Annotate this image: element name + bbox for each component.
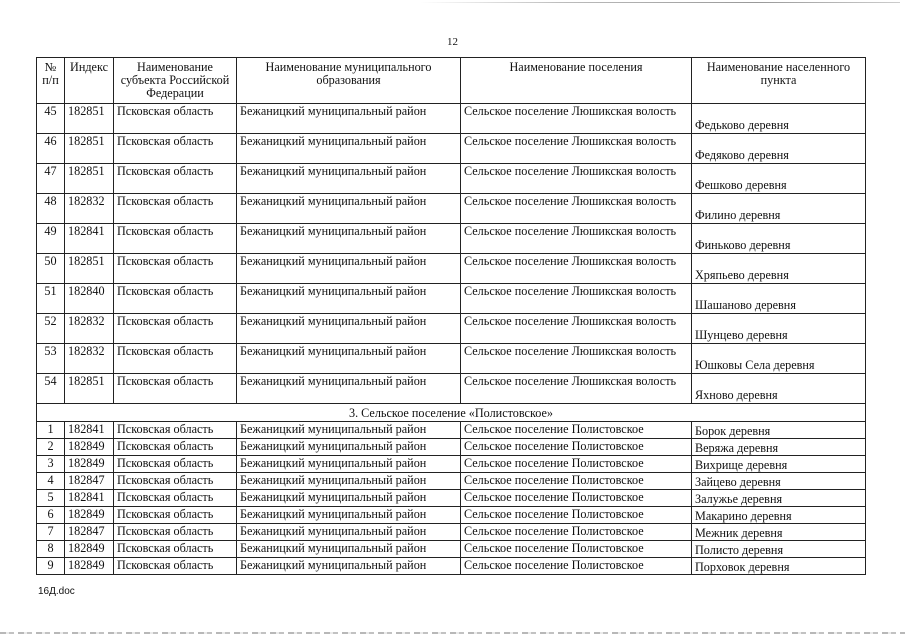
cell-subject: Псковская область [114,490,237,507]
cell-subject: Псковская область [114,439,237,456]
cell-subject: Псковская область [114,541,237,558]
cell-settlement: Сельское поселение Полистовское [461,507,692,524]
cell-municipality: Бежаницкий муниципальный район [237,439,461,456]
header-num: № п/п [37,58,65,104]
cell-municipality: Бежаницкий муниципальный район [237,194,461,224]
scan-artifact-bottom [0,632,905,634]
cell-settlement: Сельское поселение Люшикская волость [461,134,692,164]
cell-num: 49 [37,224,65,254]
cell-num: 9 [37,558,65,575]
cell-settlement: Сельское поселение Полистовское [461,439,692,456]
table-row [37,507,866,524]
cell-settlement: Сельское поселение Полистовское [461,541,692,558]
cell-subject: Псковская область [114,134,237,164]
table-row [37,344,866,374]
cell-settlement: Сельское поселение Полистовское [461,456,692,473]
cell-locality: Фешково деревня [692,164,866,194]
cell-municipality: Бежаницкий муниципальный район [237,507,461,524]
cell-locality: Финьково деревня [692,224,866,254]
cell-index: 182849 [65,456,114,473]
cell-index: 182841 [65,422,114,439]
table-row [37,558,866,575]
table-row [37,439,866,456]
settlements-table [36,57,866,575]
cell-locality: Хряпьево деревня [692,254,866,284]
cell-settlement: Сельское поселение Полистовское [461,490,692,507]
header-index: Индекс [65,58,114,104]
cell-index: 182849 [65,439,114,456]
cell-locality: Межник деревня [692,524,866,541]
cell-index: 182851 [65,134,114,164]
cell-num: 50 [37,254,65,284]
cell-num: 52 [37,314,65,344]
cell-index: 182841 [65,490,114,507]
cell-index: 182847 [65,524,114,541]
cell-settlement: Сельское поселение Люшикская волость [461,344,692,374]
cell-index: 182832 [65,314,114,344]
cell-locality: Зайцево деревня [692,473,866,490]
cell-num: 47 [37,164,65,194]
section-row [37,404,866,422]
cell-index: 182849 [65,541,114,558]
cell-num: 2 [37,439,65,456]
cell-subject: Псковская область [114,344,237,374]
cell-subject: Псковская область [114,558,237,575]
table-row [37,224,866,254]
cell-municipality: Бежаницкий муниципальный район [237,134,461,164]
cell-locality: Шунцево деревня [692,314,866,344]
cell-municipality: Бежаницкий муниципальный район [237,541,461,558]
cell-settlement: Сельское поселение Полистовское [461,473,692,490]
table-body-part2 [37,422,866,575]
cell-subject: Псковская область [114,422,237,439]
cell-num: 1 [37,422,65,439]
cell-settlement: Сельское поселение Люшикская волость [461,374,692,404]
cell-municipality: Бежаницкий муниципальный район [237,374,461,404]
cell-subject: Псковская область [114,284,237,314]
scan-artifact-top [420,2,900,3]
cell-num: 3 [37,456,65,473]
cell-subject: Псковская область [114,194,237,224]
header-settlement: Наименование поселения [461,58,692,104]
table-row [37,473,866,490]
cell-municipality: Бежаницкий муниципальный район [237,558,461,575]
table-row [37,164,866,194]
cell-index: 182851 [65,104,114,134]
cell-municipality: Бежаницкий муниципальный район [237,473,461,490]
cell-municipality: Бежаницкий муниципальный район [237,314,461,344]
table-row [37,422,866,439]
cell-subject: Псковская область [114,507,237,524]
cell-municipality: Бежаницкий муниципальный район [237,524,461,541]
cell-num: 8 [37,541,65,558]
cell-locality: Федьково деревня [692,104,866,134]
cell-subject: Псковская область [114,314,237,344]
cell-subject: Псковская область [114,374,237,404]
cell-settlement: Сельское поселение Люшикская волость [461,284,692,314]
cell-locality: Яхново деревня [692,374,866,404]
cell-municipality: Бежаницкий муниципальный район [237,104,461,134]
cell-num: 53 [37,344,65,374]
cell-settlement: Сельское поселение Полистовское [461,524,692,541]
cell-municipality: Бежаницкий муниципальный район [237,490,461,507]
header-locality: Наименование населенного пункта [692,58,866,104]
table-row [37,524,866,541]
cell-subject: Псковская область [114,164,237,194]
table-row [37,490,866,507]
cell-locality: Залужье деревня [692,490,866,507]
cell-locality: Юшковы Села деревня [692,344,866,374]
table-row [37,541,866,558]
cell-num: 4 [37,473,65,490]
cell-num: 5 [37,490,65,507]
table-row [37,104,866,134]
table-row [37,314,866,344]
cell-index: 182851 [65,254,114,284]
cell-index: 182840 [65,284,114,314]
cell-index: 182851 [65,164,114,194]
cell-num: 7 [37,524,65,541]
section-title: 3. Сельское поселение «Полистовское» [37,404,866,422]
cell-settlement: Сельское поселение Люшикская волость [461,314,692,344]
cell-municipality: Бежаницкий муниципальный район [237,344,461,374]
cell-subject: Псковская область [114,254,237,284]
cell-municipality: Бежаницкий муниципальный район [237,254,461,284]
cell-num: 48 [37,194,65,224]
cell-locality: Порховок деревня [692,558,866,575]
cell-subject: Псковская область [114,224,237,254]
cell-index: 182841 [65,224,114,254]
cell-index: 182849 [65,558,114,575]
cell-num: 46 [37,134,65,164]
cell-num: 45 [37,104,65,134]
table-row [37,374,866,404]
cell-settlement: Сельское поселение Люшикская волость [461,194,692,224]
file-name-footer: 16Д.doc [38,586,75,597]
cell-subject: Псковская область [114,456,237,473]
cell-num: 54 [37,374,65,404]
header-subject: Наименование субъекта Российской Федерации [114,58,237,104]
cell-municipality: Бежаницкий муниципальный район [237,456,461,473]
cell-locality: Макарино деревня [692,507,866,524]
cell-locality: Филино деревня [692,194,866,224]
table-row [37,194,866,224]
cell-locality: Полисто деревня [692,541,866,558]
cell-settlement: Сельское поселение Люшикская волость [461,104,692,134]
table-row [37,456,866,473]
cell-subject: Псковская область [114,473,237,490]
cell-index: 182832 [65,194,114,224]
cell-settlement: Сельское поселение Люшикская волость [461,254,692,284]
page-number: 12 [447,36,458,48]
cell-locality: Вихрище деревня [692,456,866,473]
table-body-part1 [37,104,866,404]
cell-num: 6 [37,507,65,524]
cell-settlement: Сельское поселение Полистовское [461,558,692,575]
cell-settlement: Сельское поселение Люшикская волость [461,224,692,254]
header-municipality: Наименование муниципального образования [237,58,461,104]
table-header-row [37,58,866,104]
cell-index: 182849 [65,507,114,524]
cell-subject: Псковская область [114,104,237,134]
cell-locality: Шашаново деревня [692,284,866,314]
cell-num: 51 [37,284,65,314]
cell-subject: Псковская область [114,524,237,541]
cell-index: 182832 [65,344,114,374]
cell-locality: Борок деревня [692,422,866,439]
cell-municipality: Бежаницкий муниципальный район [237,422,461,439]
cell-municipality: Бежаницкий муниципальный район [237,284,461,314]
cell-municipality: Бежаницкий муниципальный район [237,164,461,194]
cell-locality: Веряжа деревня [692,439,866,456]
cell-settlement: Сельское поселение Полистовское [461,422,692,439]
table-row [37,134,866,164]
table-row [37,284,866,314]
cell-municipality: Бежаницкий муниципальный район [237,224,461,254]
cell-index: 182851 [65,374,114,404]
cell-settlement: Сельское поселение Люшикская волость [461,164,692,194]
cell-index: 182847 [65,473,114,490]
table-row [37,254,866,284]
cell-locality: Федяково деревня [692,134,866,164]
